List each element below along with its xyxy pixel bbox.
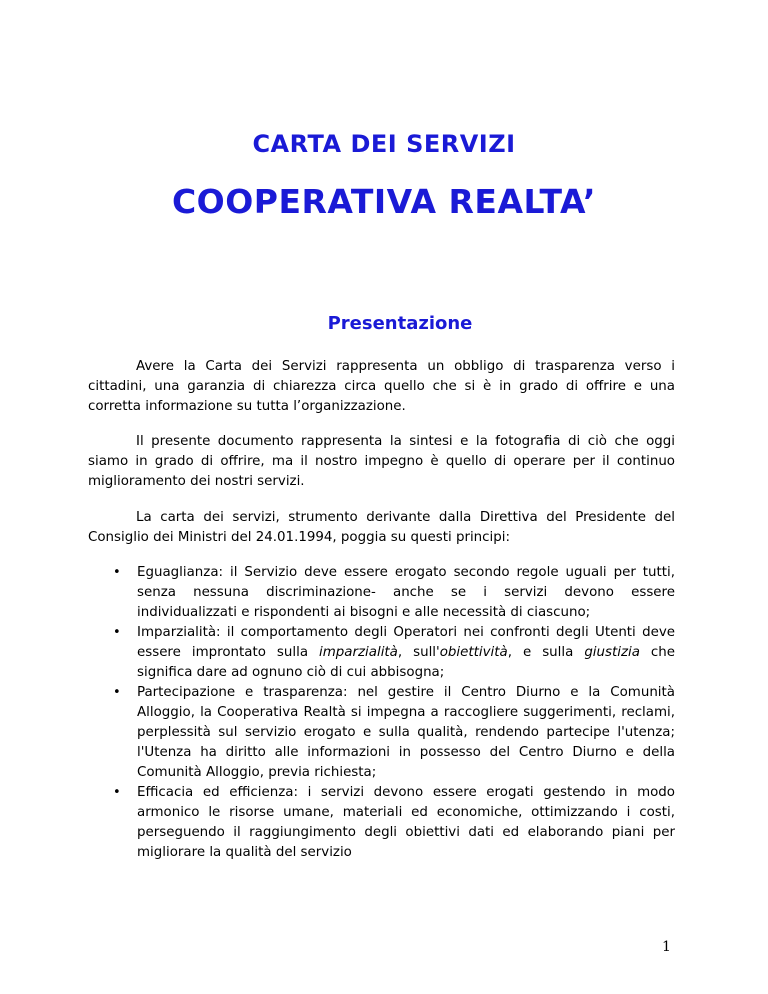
- document-title-line2: COOPERATIVA REALTA’: [171, 182, 597, 221]
- principles-list: [88, 563, 675, 863]
- list-item-text-part: che significa dare ad ognuno ciò di cui abbisogna;: [137, 645, 676, 680]
- bullet-icon: •: [113, 785, 121, 800]
- document-title-line1: CARTA DEI SERVIZI: [252, 130, 516, 158]
- list-item-emphasis: giustizia: [584, 645, 640, 660]
- list-item-text: Eguaglianza: il Servizio deve essere erogato secondo regole uguali per tutti, senza nessuna discriminazione- anche se i servizi devono essere individualizzati e rispondenti ai bisogni e alle necessità di ciascuno;: [137, 565, 675, 620]
- paragraph-2: Il presente documento rappresenta la sintesi e la fotografia di ciò che oggi siamo in grado di offrire, ma il nostro impegno è quello di operare per il continuo miglioramento dei nostri servizi.: [88, 434, 675, 489]
- list-item-text-part: Imparzialità: il comportamento degli Operatori nei confronti degli Utenti deve essere improntato sulla: [137, 625, 675, 660]
- list-item-text: [137, 625, 675, 680]
- bullet-icon: •: [113, 565, 121, 580]
- paragraph-3: La carta dei servizi, strumento derivante dalla Direttiva del Presidente del Consiglio dei Ministri del 24.01.1994, poggia su questi principi:: [88, 510, 675, 545]
- list-item-text: Partecipazione e trasparenza: nel gestire il Centro Diurno e la Comunità Alloggio, la Cooperativa Realtà si impegna a raccogliere suggerimenti, reclami, perplessità sul servizio erogato e sulla qualità, rendendo partecipe l'utenza; l'Utenza ha diritto alle informazioni in possesso del Centro Diurno e della Comunità Alloggio, previa richiesta;: [137, 685, 675, 780]
- list-item-emphasis: imparzialità: [319, 645, 398, 660]
- list-item-text: Efficacia ed efficienza: i servizi devono essere erogati gestendo in modo armonico le risorse umane, materiali ed economiche, ottimizzando i costi, perseguendo il raggiungimento degli obiettivi dati ed elaborando piani per migliorare la qualità del servizio: [137, 785, 675, 860]
- list-item-text-part: , e sulla: [507, 645, 585, 660]
- paragraph-1: Avere la Carta dei Servizi rappresenta un obbligo di trasparenza verso i cittadini, una garanzia di chiarezza circa quello che si è in grado di offrire e una corretta informazione su tutta l’organizzazione.: [88, 359, 675, 414]
- list-item-emphasis: obiettività: [439, 645, 508, 660]
- section-heading: Presentazione: [327, 313, 473, 334]
- list-item: [88, 783, 675, 863]
- list-item: [88, 683, 675, 783]
- bullet-icon: •: [113, 685, 121, 700]
- page-number: 1: [662, 939, 671, 955]
- list-item-text-part: , sull': [397, 645, 440, 660]
- list-item: [88, 563, 675, 623]
- list-item: [88, 623, 675, 683]
- bullet-icon: •: [113, 625, 121, 640]
